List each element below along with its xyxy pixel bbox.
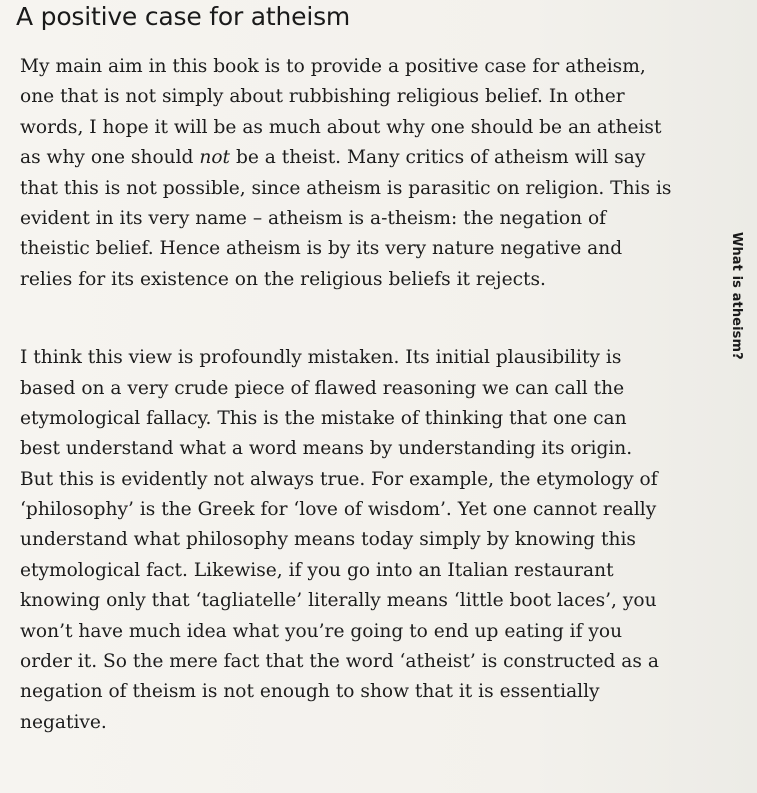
section-heading: A positive case for atheism bbox=[16, 2, 351, 31]
text-segment: as why one should bbox=[20, 147, 200, 169]
text-line: one that is not simply about rubbishing religious belief. In other bbox=[20, 86, 625, 108]
text-line: based on a very crude piece of flawed reasoning we can call the bbox=[20, 377, 625, 399]
paragraph-spacer bbox=[20, 295, 720, 343]
text-line: negative. bbox=[20, 711, 107, 733]
text-line: etymological fact. Likewise, if you go into an Italian restaurant bbox=[20, 559, 614, 581]
text-line: I think this view is profoundly mistaken. Its initial plausibility is bbox=[20, 347, 622, 369]
paragraph-2 bbox=[20, 343, 720, 738]
text-line: evident in its very name – atheism is a-theism: the negation of bbox=[20, 207, 607, 229]
text-segment: be a theist. Many critics of atheism will say bbox=[230, 147, 646, 169]
text-line: My main aim in this book is to provide a positive case for atheism, bbox=[20, 56, 646, 77]
text-line: understand what philosophy means today simply by knowing this bbox=[20, 529, 636, 551]
running-head: What is atheism? bbox=[729, 232, 744, 360]
emphasis-text: not bbox=[199, 147, 231, 169]
text-line: best understand what a word means by understanding its origin. bbox=[20, 438, 633, 460]
text-line: negation of theism is not enough to show that it is essentially bbox=[20, 681, 600, 703]
text-line: knowing only that ‘tagliatelle’ literally means ‘little boot laces’, you bbox=[20, 590, 657, 612]
text-line: theistic belief. Hence atheism is by its very nature negative and bbox=[20, 238, 623, 260]
text-line: won’t have much idea what you’re going to end up eating if you bbox=[20, 620, 623, 642]
body-text bbox=[20, 52, 720, 738]
text-line: that this is not possible, since atheism is parasitic on religion. This is bbox=[20, 177, 672, 199]
text-line: ‘philosophy’ is the Greek for ‘love of wisdom’. Yet one cannot really bbox=[20, 499, 657, 521]
text-line: order it. So the mere fact that the word ‘atheist’ is constructed as a bbox=[20, 651, 659, 673]
text-line: But this is evidently not always true. For example, the etymology of bbox=[20, 468, 658, 490]
paragraph-1 bbox=[20, 52, 720, 295]
text-line bbox=[20, 143, 720, 173]
text-line: words, I hope it will be as much about why one should be an atheist bbox=[20, 116, 662, 138]
text-line: etymological fallacy. This is the mistake of thinking that one can bbox=[20, 407, 627, 429]
text-line: relies for its existence on the religious beliefs it rejects. bbox=[20, 268, 546, 290]
